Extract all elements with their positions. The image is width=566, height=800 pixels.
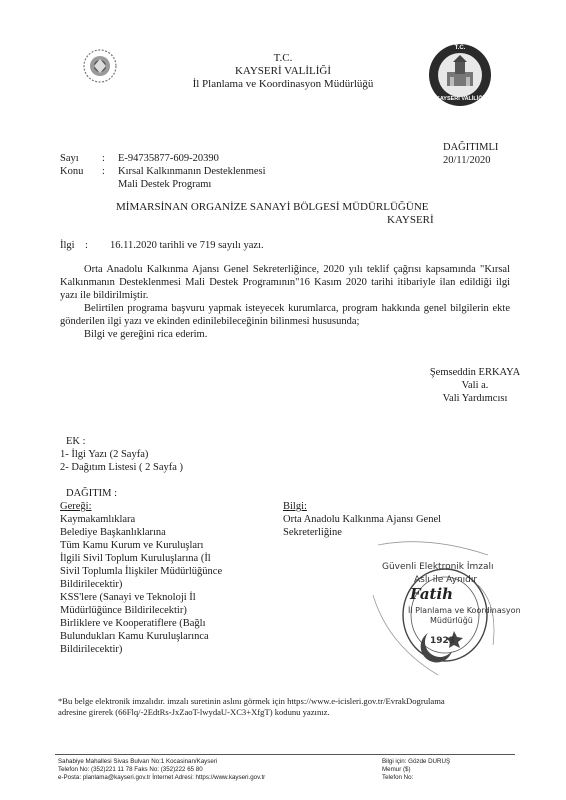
- konu-line2: Mali Destek Programı: [118, 179, 212, 190]
- signer-title-1: Vali a.: [461, 380, 489, 391]
- sayi-colon: :: [102, 153, 105, 164]
- header-governorship: KAYSERİ VALİLİĞİ: [234, 65, 332, 77]
- gereg-line: Müdürlüğünce Bildirilecektir): [60, 605, 187, 616]
- gereg-label: Gereği:: [60, 501, 92, 512]
- footer-info-contact: Bilgi için: Gözde DURUŞ: [382, 758, 451, 765]
- sayi-value: E-94735877-609-20390: [118, 153, 219, 164]
- gereg-line: KSS'lere (Sanayi ve Teknoloji İl: [60, 592, 196, 603]
- footer-phone: Telefon No: (352)221 11 78 Faks No: (352)222 65 80: [58, 766, 203, 773]
- state-emblem-icon: [80, 45, 120, 87]
- document-date: 20/11/2020: [443, 155, 491, 166]
- footer-info-phone: Telefon No:: [382, 774, 414, 781]
- body-paragraph-1: Orta Anadolu Kalkınma Ajansı Genel Sekreterliğince, 2020 yılı teklif çağrısı kapsamında "Kırsal Kalkınmanın Desteklenmesi Mali Destek Programının"16 Kasım 2020 tarihi itibariyle ilan edildiği ilgi yazı ile bildirilmiştir.: [60, 264, 510, 301]
- logo-bottom-text: KAYSERİ VALİLİĞİ: [435, 96, 485, 102]
- distribution-label: DAĞITIM :: [66, 488, 118, 499]
- gereg-line: Tüm Kamu Kurum ve Kuruluşları: [60, 540, 204, 551]
- body-paragraph-3: Bilgi ve gereğini rica ederim.: [84, 329, 208, 340]
- stamp-line-1: Güvenli Elektronik İmzalı: [382, 562, 494, 572]
- header-tc: T.C.: [273, 52, 293, 64]
- footer-address: Sahabiye Mahallesi Sivas Bulvarı No:1 Kocasinan/Kayseri: [58, 758, 218, 765]
- reference-label: İlgi: [60, 240, 75, 251]
- security-stamp: [368, 535, 523, 685]
- stamp-line-5: Müdürlüğü: [430, 616, 473, 625]
- attachment-item-2: 2- Dağıtım Listesi ( 2 Sayfa ): [60, 462, 184, 473]
- stamp-line-2: Aslı ile Aynıdır: [414, 575, 478, 585]
- reference-value: 16.11.2020 tarihli ve 719 sayılı yazı.: [110, 240, 264, 251]
- stamp-year: 1923: [430, 636, 456, 646]
- stamp-signature: Fatih: [410, 585, 454, 603]
- konu-line1: Kırsal Kalkınmanın Desteklenmesi: [118, 166, 266, 177]
- footer-info-role: Memur ($): [382, 766, 411, 773]
- header-directorate: İl Planlama ve Koordinasyon Müdürlüğü: [192, 78, 374, 90]
- gereg-line: Bildirilecektir): [60, 644, 123, 655]
- konu-label: Konu: [60, 166, 84, 177]
- governorship-logo: [427, 42, 493, 108]
- gereg-line: Bildirilecektir): [60, 579, 123, 590]
- footer-divider: [55, 754, 515, 755]
- gereg-line: Kaymakamlıklara: [60, 514, 136, 525]
- recipient-name: MİMARSİNAN ORGANİZE SANAYİ BÖLGESİ MÜDÜRLÜĞÜNE: [116, 201, 429, 213]
- recipient-city: KAYSERİ: [387, 214, 434, 226]
- sayi-label: Sayı: [60, 153, 79, 164]
- signer-name: Şemseddin ERKAYA: [429, 367, 521, 378]
- attachments-label: EK :: [66, 436, 86, 447]
- gereg-line: Birliklere ve Kooperatiflere (Bağlı: [60, 618, 206, 629]
- gereg-line: Bulundukları Kamu Kuruluşlarınca: [60, 631, 209, 642]
- signer-title-2: Vali Yardımcısı: [442, 393, 508, 404]
- body-paragraph-2: Belirtilen programa başvuru yapmak isteyecek kurumlarca, program hakkında genel bilgilerin ekte gönderilen ilgi yazı ve ekinden edinilebileceğinin bilinmesi hususunda;: [60, 303, 510, 327]
- gereg-list: [60, 513, 222, 656]
- stamp-line-4: İl Planlama ve Koordinasyon: [408, 606, 521, 615]
- attachment-item-1: 1- İlgi Yazı (2 Sayfa): [60, 449, 149, 460]
- konu-colon: :: [102, 166, 105, 177]
- verification-line-2: adresine girerek (66Flq/-2EdtRs-JxZaoT-lwydaU-XC3+XfgT) kodunu yazınız.: [58, 707, 330, 717]
- footer-contact: e-Posta: planlama@kayseri.gov.tr İnternet Adresi: https://www.kayseri.gov.tr: [58, 774, 266, 781]
- gereg-line: İlgili Sivil Toplum Kuruluşlarına (İl: [60, 553, 211, 564]
- distribution-status: DAĞITIMLI: [443, 142, 499, 153]
- logo-top-text: T.C.: [454, 45, 466, 51]
- reference-colon: :: [85, 240, 88, 251]
- bilgi-label: Bilgi:: [283, 501, 307, 512]
- bilgi-line: Orta Anadolu Kalkınma Ajansı Genel: [283, 514, 442, 525]
- verification-line-1: *Bu belge elektronik imzalıdır. imzalı suretinin aslını görmek için https://www.e-icisleri.gov.tr/EvrakDogrulama: [58, 696, 445, 706]
- bilgi-line: Sekreterliğine: [283, 527, 342, 538]
- gereg-line: Belediye Başkanlıklarına: [60, 527, 166, 538]
- gereg-line: Sivil Toplumla İlişkiler Müdürlüğünce: [60, 566, 223, 577]
